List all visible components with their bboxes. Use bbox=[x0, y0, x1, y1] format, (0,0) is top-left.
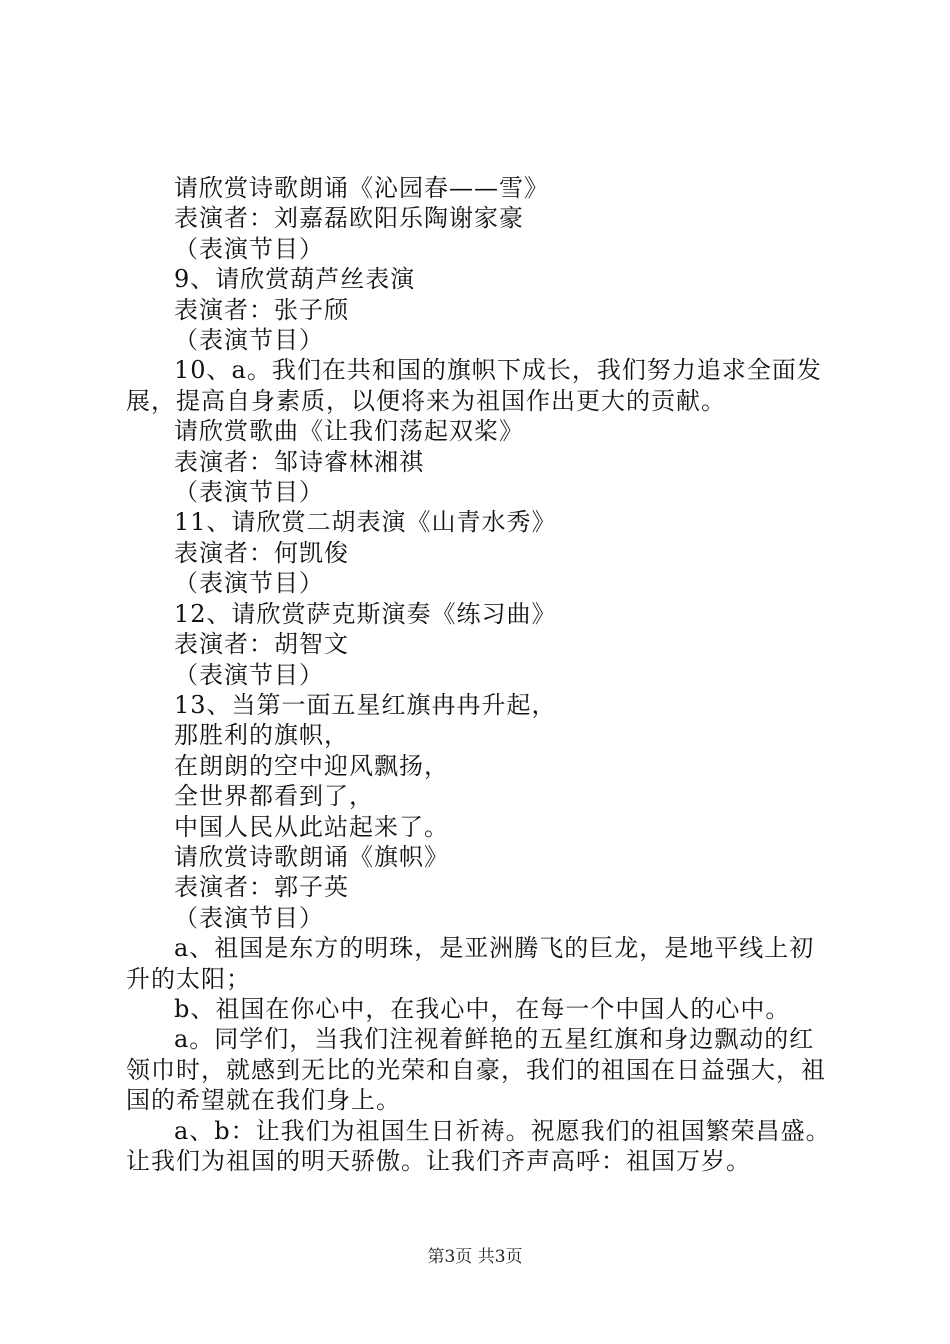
document-body bbox=[126, 173, 836, 1176]
paragraph: 请欣赏诗歌朗诵《沁园春——雪》 bbox=[174, 174, 549, 202]
paragraph: 中国人民从此站起来了。 bbox=[174, 812, 449, 841]
paragraph: 12、请欣赏萨克斯演奏《练习曲》 bbox=[174, 599, 557, 628]
paragraph: 表演者：何凯俊 bbox=[174, 538, 349, 567]
page-number: 第3页 共3页 bbox=[427, 1247, 523, 1267]
paragraph: 在朗朗的空中迎风飘扬， bbox=[174, 751, 449, 780]
paragraph: 全世界都看到了， bbox=[174, 782, 374, 811]
paragraph: （表演节目） bbox=[174, 326, 324, 355]
paragraph: 表演者：张子颀 bbox=[174, 295, 349, 324]
paragraph: （表演节目） bbox=[174, 660, 324, 689]
paragraph: 表演者：郭子英 bbox=[174, 873, 349, 902]
paragraph: 那胜利的旗帜， bbox=[174, 721, 349, 750]
page-footer bbox=[0, 1242, 950, 1267]
paragraph: 11、请欣赏二胡表演《山青水秀》 bbox=[174, 508, 557, 537]
paragraph: b、祖国在你心中，在我心中，在每一个中国人的心中。 bbox=[174, 994, 791, 1023]
paragraph: （表演节目） bbox=[174, 234, 324, 263]
paragraph: 9、请欣赏葫芦丝表演 bbox=[174, 265, 416, 294]
paragraph: 13、当第一面五星红旗冉冉升起， bbox=[174, 690, 557, 719]
paragraph: （表演节目） bbox=[174, 903, 324, 932]
paragraph: a。同学们，当我们注视着鲜艳的五星红旗和身边飘动的红领巾时，就感到无比的光荣和自豪，我们的祖国在日益强大，祖国的希望就在我们身上。 bbox=[126, 1025, 826, 1115]
paragraph: a、祖国是东方的明珠，是亚洲腾飞的巨龙，是地平线上初升的太阳； bbox=[126, 934, 815, 993]
paragraph: 表演者：胡智文 bbox=[174, 630, 349, 659]
paragraph: （表演节目） bbox=[174, 478, 324, 507]
paragraph: a、b：让我们为祖国生日祈祷。祝愿我们的祖国繁荣昌盛。让我们为祖国的明天骄傲。让我们齐声高呼：祖国万岁。 bbox=[126, 1116, 831, 1175]
paragraph: （表演节目） bbox=[174, 569, 324, 598]
paragraph: 表演者：刘嘉磊欧阳乐陶谢家豪 bbox=[174, 204, 524, 233]
paragraph: 表演者：邹诗睿林湘祺 bbox=[174, 447, 424, 476]
paragraph: 请欣赏诗歌朗诵《旗帜》 bbox=[174, 842, 449, 871]
paragraph: 请欣赏歌曲《让我们荡起双桨》 bbox=[174, 417, 524, 446]
paragraph: 10、a。我们在共和国的旗帜下成长，我们努力追求全面发展，提高自身素质，以便将来为祖国作出更大的贡献。 bbox=[126, 356, 822, 415]
